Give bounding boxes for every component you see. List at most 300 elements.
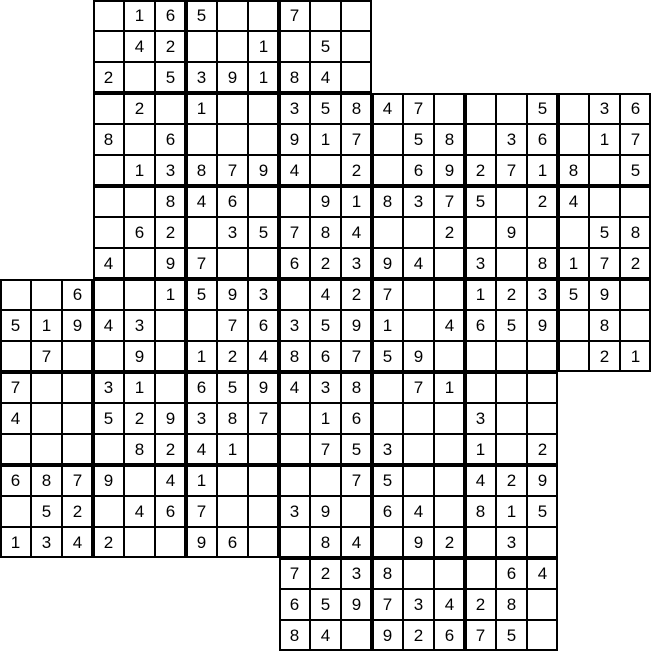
sudoku-cell-r8-c20[interactable]: 2 [620,248,651,279]
sudoku-cell-r11-c4[interactable]: 9 [124,341,155,372]
sudoku-cell-r0-c3[interactable] [93,0,124,31]
sudoku-cell-r12-c3[interactable]: 3 [93,372,124,403]
sudoku-cell-r10-c3[interactable]: 4 [93,310,124,341]
sudoku-cell-r8-c7[interactable] [217,248,248,279]
sudoku-cell-r4-c6[interactable] [186,124,217,155]
sudoku-cell-r8-c10[interactable]: 2 [310,248,341,279]
sudoku-cell-r5-c11[interactable]: 2 [341,155,372,186]
sudoku-cell-r14-c10[interactable]: 7 [310,434,341,465]
sudoku-cell-r7-c9[interactable]: 7 [279,217,310,248]
sudoku-cell-r8-c14[interactable] [434,248,465,279]
sudoku-cell-r11-c5[interactable] [155,341,186,372]
sudoku-cell-r1-c11[interactable] [341,31,372,62]
sudoku-cell-r14-c16[interactable] [496,434,527,465]
sudoku-cell-r11-c20[interactable]: 1 [620,341,651,372]
sudoku-cell-r15-c3[interactable]: 9 [93,465,124,496]
sudoku-cell-r13-c12[interactable] [372,403,403,434]
sudoku-cell-r16-c15[interactable]: 8 [465,496,496,527]
sudoku-cell-r10-c8[interactable]: 6 [248,310,279,341]
sudoku-cell-r11-c9[interactable]: 8 [279,341,310,372]
sudoku-cell-r5-c5[interactable]: 3 [155,155,186,186]
sudoku-cell-r8-c16[interactable] [496,248,527,279]
sudoku-cell-r19-c10[interactable]: 5 [310,589,341,620]
sudoku-cell-r1-c9[interactable] [279,31,310,62]
sudoku-cell-r15-c4[interactable] [124,465,155,496]
sudoku-cell-r6-c5[interactable]: 8 [155,186,186,217]
sudoku-cell-r0-c4[interactable]: 1 [124,0,155,31]
sudoku-cell-r15-c9[interactable] [279,465,310,496]
sudoku-cell-r6-c12[interactable]: 8 [372,186,403,217]
sudoku-cell-r3-c13[interactable]: 7 [403,93,434,124]
sudoku-cell-r19-c16[interactable]: 8 [496,589,527,620]
sudoku-cell-r14-c5[interactable]: 2 [155,434,186,465]
sudoku-cell-r19-c13[interactable]: 3 [403,589,434,620]
sudoku-cell-r6-c15[interactable]: 5 [465,186,496,217]
sudoku-cell-r12-c4[interactable]: 1 [124,372,155,403]
sudoku-cell-r20-c15[interactable]: 7 [465,620,496,651]
sudoku-cell-r13-c3[interactable]: 5 [93,403,124,434]
sudoku-cell-r16-c14[interactable] [434,496,465,527]
sudoku-cell-r9-c6[interactable]: 5 [186,279,217,310]
sudoku-cell-r10-c0[interactable]: 5 [0,310,31,341]
sudoku-cell-r17-c17[interactable] [527,527,558,558]
sudoku-cell-r18-c16[interactable]: 6 [496,558,527,589]
sudoku-cell-r4-c14[interactable]: 8 [434,124,465,155]
sudoku-cell-r13-c2[interactable] [62,403,93,434]
sudoku-cell-r9-c12[interactable]: 7 [372,279,403,310]
sudoku-cell-r9-c20[interactable] [620,279,651,310]
sudoku-cell-r14-c7[interactable]: 1 [217,434,248,465]
sudoku-cell-r9-c9[interactable] [279,279,310,310]
sudoku-cell-r16-c0[interactable] [0,496,31,527]
sudoku-cell-r6-c9[interactable] [279,186,310,217]
sudoku-cell-r20-c17[interactable] [527,620,558,651]
sudoku-cell-r10-c17[interactable]: 9 [527,310,558,341]
sudoku-cell-r9-c1[interactable] [31,279,62,310]
sudoku-cell-r6-c18[interactable]: 4 [558,186,589,217]
sudoku-cell-r17-c7[interactable]: 6 [217,527,248,558]
sudoku-cell-r8-c15[interactable]: 3 [465,248,496,279]
sudoku-cell-r7-c16[interactable]: 9 [496,217,527,248]
sudoku-cell-r10-c14[interactable]: 4 [434,310,465,341]
sudoku-cell-r14-c13[interactable] [403,434,434,465]
sudoku-cell-r13-c17[interactable] [527,403,558,434]
sudoku-cell-r4-c5[interactable]: 6 [155,124,186,155]
sudoku-cell-r15-c5[interactable]: 4 [155,465,186,496]
sudoku-cell-r3-c14[interactable] [434,93,465,124]
sudoku-cell-r19-c15[interactable]: 2 [465,589,496,620]
sudoku-cell-r14-c2[interactable] [62,434,93,465]
sudoku-cell-r13-c16[interactable] [496,403,527,434]
sudoku-cell-r11-c15[interactable] [465,341,496,372]
sudoku-cell-r20-c14[interactable]: 6 [434,620,465,651]
sudoku-cell-r3-c18[interactable] [558,93,589,124]
sudoku-cell-r16-c8[interactable] [248,496,279,527]
sudoku-cell-r3-c11[interactable]: 8 [341,93,372,124]
sudoku-cell-r8-c9[interactable]: 6 [279,248,310,279]
sudoku-cell-r15-c10[interactable] [310,465,341,496]
sudoku-cell-r11-c12[interactable]: 5 [372,341,403,372]
sudoku-cell-r16-c10[interactable]: 9 [310,496,341,527]
sudoku-cell-r10-c1[interactable]: 1 [31,310,62,341]
sudoku-cell-r6-c17[interactable]: 2 [527,186,558,217]
sudoku-cell-r12-c8[interactable]: 9 [248,372,279,403]
sudoku-cell-r5-c3[interactable] [93,155,124,186]
sudoku-cell-r12-c17[interactable] [527,372,558,403]
sudoku-cell-r0-c6[interactable]: 5 [186,0,217,31]
sudoku-cell-r11-c18[interactable] [558,341,589,372]
sudoku-cell-r12-c1[interactable] [31,372,62,403]
sudoku-cell-r17-c8[interactable] [248,527,279,558]
sudoku-cell-r5-c8[interactable]: 9 [248,155,279,186]
sudoku-cell-r7-c18[interactable] [558,217,589,248]
sudoku-cell-r14-c8[interactable] [248,434,279,465]
sudoku-cell-r3-c6[interactable]: 1 [186,93,217,124]
sudoku-cell-r9-c18[interactable]: 5 [558,279,589,310]
sudoku-cell-r10-c6[interactable] [186,310,217,341]
sudoku-cell-r4-c4[interactable] [124,124,155,155]
sudoku-cell-r13-c0[interactable]: 4 [0,403,31,434]
sudoku-cell-r12-c13[interactable]: 7 [403,372,434,403]
sudoku-cell-r4-c16[interactable]: 3 [496,124,527,155]
sudoku-cell-r12-c9[interactable]: 4 [279,372,310,403]
sudoku-cell-r17-c12[interactable] [372,527,403,558]
sudoku-cell-r9-c17[interactable]: 3 [527,279,558,310]
sudoku-cell-r9-c4[interactable] [124,279,155,310]
sudoku-cell-r16-c16[interactable]: 1 [496,496,527,527]
sudoku-cell-r17-c5[interactable] [155,527,186,558]
sudoku-cell-r7-c11[interactable]: 4 [341,217,372,248]
sudoku-cell-r5-c6[interactable]: 8 [186,155,217,186]
sudoku-cell-r0-c7[interactable] [217,0,248,31]
sudoku-cell-r3-c4[interactable]: 2 [124,93,155,124]
sudoku-cell-r1-c10[interactable]: 5 [310,31,341,62]
sudoku-cell-r11-c10[interactable]: 6 [310,341,341,372]
sudoku-cell-r4-c19[interactable]: 1 [589,124,620,155]
sudoku-cell-r5-c15[interactable]: 2 [465,155,496,186]
sudoku-cell-r13-c11[interactable]: 6 [341,403,372,434]
sudoku-cell-r20-c10[interactable]: 4 [310,620,341,651]
sudoku-cell-r12-c5[interactable] [155,372,186,403]
sudoku-cell-r20-c13[interactable]: 2 [403,620,434,651]
sudoku-cell-r19-c14[interactable]: 4 [434,589,465,620]
sudoku-cell-r3-c16[interactable] [496,93,527,124]
sudoku-cell-r16-c4[interactable]: 4 [124,496,155,527]
sudoku-cell-r4-c18[interactable] [558,124,589,155]
sudoku-cell-r7-c17[interactable] [527,217,558,248]
sudoku-cell-r8-c4[interactable] [124,248,155,279]
sudoku-cell-r16-c13[interactable]: 4 [403,496,434,527]
sudoku-cell-r9-c3[interactable] [93,279,124,310]
sudoku-cell-r15-c1[interactable]: 8 [31,465,62,496]
sudoku-cell-r16-c12[interactable]: 6 [372,496,403,527]
sudoku-cell-r15-c15[interactable]: 4 [465,465,496,496]
sudoku-cell-r5-c14[interactable]: 9 [434,155,465,186]
sudoku-cell-r8-c5[interactable]: 9 [155,248,186,279]
sudoku-cell-r3-c3[interactable] [93,93,124,124]
sudoku-cell-r9-c16[interactable]: 2 [496,279,527,310]
sudoku-cell-r6-c16[interactable] [496,186,527,217]
sudoku-cell-r2-c10[interactable]: 4 [310,62,341,93]
sudoku-cell-r15-c6[interactable]: 1 [186,465,217,496]
sudoku-cell-r14-c11[interactable]: 5 [341,434,372,465]
sudoku-cell-r12-c7[interactable]: 5 [217,372,248,403]
sudoku-cell-r3-c19[interactable]: 3 [589,93,620,124]
sudoku-cell-r7-c19[interactable]: 5 [589,217,620,248]
sudoku-cell-r12-c11[interactable]: 8 [341,372,372,403]
sudoku-cell-r18-c10[interactable]: 2 [310,558,341,589]
sudoku-cell-r11-c8[interactable]: 4 [248,341,279,372]
sudoku-cell-r7-c12[interactable] [372,217,403,248]
sudoku-cell-r17-c4[interactable] [124,527,155,558]
sudoku-cell-r0-c11[interactable] [341,0,372,31]
sudoku-cell-r8-c11[interactable]: 3 [341,248,372,279]
sudoku-cell-r13-c5[interactable]: 9 [155,403,186,434]
sudoku-cell-r17-c13[interactable]: 9 [403,527,434,558]
sudoku-cell-r8-c8[interactable] [248,248,279,279]
sudoku-cell-r6-c10[interactable]: 9 [310,186,341,217]
sudoku-cell-r20-c16[interactable]: 5 [496,620,527,651]
sudoku-cell-r4-c7[interactable] [217,124,248,155]
sudoku-cell-r4-c17[interactable]: 6 [527,124,558,155]
sudoku-cell-r9-c15[interactable]: 1 [465,279,496,310]
sudoku-cell-r9-c2[interactable]: 6 [62,279,93,310]
sudoku-cell-r12-c16[interactable] [496,372,527,403]
sudoku-cell-r11-c17[interactable] [527,341,558,372]
sudoku-cell-r0-c9[interactable]: 7 [279,0,310,31]
sudoku-cell-r9-c0[interactable] [0,279,31,310]
sudoku-cell-r14-c14[interactable] [434,434,465,465]
sudoku-cell-r9-c14[interactable] [434,279,465,310]
sudoku-cell-r16-c9[interactable]: 3 [279,496,310,527]
sudoku-cell-r1-c8[interactable]: 1 [248,31,279,62]
sudoku-cell-r16-c11[interactable] [341,496,372,527]
sudoku-cell-r7-c5[interactable]: 2 [155,217,186,248]
sudoku-cell-r6-c20[interactable] [620,186,651,217]
sudoku-cell-r5-c7[interactable]: 7 [217,155,248,186]
sudoku-cell-r3-c10[interactable]: 5 [310,93,341,124]
sudoku-cell-r11-c2[interactable] [62,341,93,372]
sudoku-cell-r18-c17[interactable]: 4 [527,558,558,589]
sudoku-cell-r15-c8[interactable] [248,465,279,496]
sudoku-cell-r5-c13[interactable]: 6 [403,155,434,186]
sudoku-cell-r20-c11[interactable] [341,620,372,651]
sudoku-cell-r2-c9[interactable]: 8 [279,62,310,93]
sudoku-cell-r1-c5[interactable]: 2 [155,31,186,62]
sudoku-cell-r15-c2[interactable]: 7 [62,465,93,496]
sudoku-cell-r10-c2[interactable]: 9 [62,310,93,341]
sudoku-cell-r16-c17[interactable]: 5 [527,496,558,527]
sudoku-cell-r19-c11[interactable]: 9 [341,589,372,620]
sudoku-cell-r8-c12[interactable]: 9 [372,248,403,279]
sudoku-cell-r9-c10[interactable]: 4 [310,279,341,310]
sudoku-cell-r4-c11[interactable]: 7 [341,124,372,155]
sudoku-cell-r7-c14[interactable]: 2 [434,217,465,248]
sudoku-cell-r2-c4[interactable] [124,62,155,93]
sudoku-cell-r20-c12[interactable]: 9 [372,620,403,651]
sudoku-cell-r12-c6[interactable]: 6 [186,372,217,403]
sudoku-cell-r10-c18[interactable] [558,310,589,341]
sudoku-cell-r6-c7[interactable]: 6 [217,186,248,217]
sudoku-cell-r11-c7[interactable]: 2 [217,341,248,372]
sudoku-cell-r2-c7[interactable]: 9 [217,62,248,93]
sudoku-cell-r6-c3[interactable] [93,186,124,217]
sudoku-cell-r4-c13[interactable]: 5 [403,124,434,155]
sudoku-cell-r1-c3[interactable] [93,31,124,62]
sudoku-cell-r6-c19[interactable] [589,186,620,217]
sudoku-cell-r9-c11[interactable]: 2 [341,279,372,310]
sudoku-cell-r3-c15[interactable] [465,93,496,124]
sudoku-cell-r18-c15[interactable] [465,558,496,589]
sudoku-cell-r16-c2[interactable]: 2 [62,496,93,527]
sudoku-cell-r1-c6[interactable] [186,31,217,62]
sudoku-cell-r18-c11[interactable]: 3 [341,558,372,589]
sudoku-cell-r16-c7[interactable] [217,496,248,527]
sudoku-cell-r12-c0[interactable]: 7 [0,372,31,403]
sudoku-cell-r7-c13[interactable] [403,217,434,248]
sudoku-cell-r17-c6[interactable]: 9 [186,527,217,558]
sudoku-cell-r7-c15[interactable] [465,217,496,248]
sudoku-cell-r16-c1[interactable]: 5 [31,496,62,527]
sudoku-cell-r12-c15[interactable] [465,372,496,403]
sudoku-cell-r10-c10[interactable]: 5 [310,310,341,341]
sudoku-cell-r17-c3[interactable]: 2 [93,527,124,558]
sudoku-cell-r6-c6[interactable]: 4 [186,186,217,217]
sudoku-cell-r11-c14[interactable] [434,341,465,372]
sudoku-cell-r8-c13[interactable]: 4 [403,248,434,279]
sudoku-cell-r10-c15[interactable]: 6 [465,310,496,341]
sudoku-cell-r19-c12[interactable]: 7 [372,589,403,620]
sudoku-cell-r5-c16[interactable]: 7 [496,155,527,186]
sudoku-cell-r15-c11[interactable]: 7 [341,465,372,496]
sudoku-cell-r2-c8[interactable]: 1 [248,62,279,93]
sudoku-cell-r17-c14[interactable]: 2 [434,527,465,558]
sudoku-cell-r7-c3[interactable] [93,217,124,248]
sudoku-cell-r11-c6[interactable]: 1 [186,341,217,372]
sudoku-cell-r10-c19[interactable]: 8 [589,310,620,341]
sudoku-cell-r10-c11[interactable]: 9 [341,310,372,341]
sudoku-cell-r5-c17[interactable]: 1 [527,155,558,186]
sudoku-cell-r4-c9[interactable]: 9 [279,124,310,155]
sudoku-cell-r16-c6[interactable]: 7 [186,496,217,527]
sudoku-cell-r4-c15[interactable] [465,124,496,155]
sudoku-cell-r17-c9[interactable] [279,527,310,558]
sudoku-cell-r4-c3[interactable]: 8 [93,124,124,155]
sudoku-cell-r17-c15[interactable] [465,527,496,558]
sudoku-cell-r5-c18[interactable]: 8 [558,155,589,186]
sudoku-cell-r12-c14[interactable]: 1 [434,372,465,403]
sudoku-cell-r11-c13[interactable]: 9 [403,341,434,372]
sudoku-cell-r5-c10[interactable] [310,155,341,186]
sudoku-cell-r2-c5[interactable]: 5 [155,62,186,93]
sudoku-cell-r3-c8[interactable] [248,93,279,124]
sudoku-cell-r16-c5[interactable]: 6 [155,496,186,527]
sudoku-cell-r7-c4[interactable]: 6 [124,217,155,248]
sudoku-cell-r6-c13[interactable]: 3 [403,186,434,217]
sudoku-cell-r14-c0[interactable] [0,434,31,465]
sudoku-cell-r14-c4[interactable]: 8 [124,434,155,465]
sudoku-cell-r6-c14[interactable]: 7 [434,186,465,217]
sudoku-cell-r13-c15[interactable]: 3 [465,403,496,434]
sudoku-cell-r14-c17[interactable]: 2 [527,434,558,465]
sudoku-cell-r18-c13[interactable] [403,558,434,589]
sudoku-cell-r20-c9[interactable]: 8 [279,620,310,651]
sudoku-cell-r10-c5[interactable] [155,310,186,341]
sudoku-cell-r13-c7[interactable]: 8 [217,403,248,434]
sudoku-cell-r12-c12[interactable] [372,372,403,403]
sudoku-cell-r2-c3[interactable]: 2 [93,62,124,93]
sudoku-cell-r8-c6[interactable]: 7 [186,248,217,279]
sudoku-cell-r6-c4[interactable] [124,186,155,217]
sudoku-cell-r19-c17[interactable] [527,589,558,620]
sudoku-cell-r7-c8[interactable]: 5 [248,217,279,248]
sudoku-cell-r14-c1[interactable] [31,434,62,465]
sudoku-cell-r9-c8[interactable]: 3 [248,279,279,310]
sudoku-cell-r13-c14[interactable] [434,403,465,434]
sudoku-cell-r14-c3[interactable] [93,434,124,465]
sudoku-cell-r7-c20[interactable]: 8 [620,217,651,248]
sudoku-cell-r5-c4[interactable]: 1 [124,155,155,186]
sudoku-cell-r6-c11[interactable]: 1 [341,186,372,217]
sudoku-cell-r12-c10[interactable]: 3 [310,372,341,403]
sudoku-cell-r2-c6[interactable]: 3 [186,62,217,93]
sudoku-cell-r17-c10[interactable]: 8 [310,527,341,558]
sudoku-cell-r5-c9[interactable]: 4 [279,155,310,186]
sudoku-cell-r11-c1[interactable]: 7 [31,341,62,372]
sudoku-cell-r1-c7[interactable] [217,31,248,62]
sudoku-cell-r2-c11[interactable] [341,62,372,93]
sudoku-cell-r9-c7[interactable]: 9 [217,279,248,310]
sudoku-cell-r9-c13[interactable] [403,279,434,310]
sudoku-cell-r9-c5[interactable]: 1 [155,279,186,310]
sudoku-cell-r8-c19[interactable]: 7 [589,248,620,279]
sudoku-cell-r3-c12[interactable]: 4 [372,93,403,124]
sudoku-cell-r8-c17[interactable]: 8 [527,248,558,279]
sudoku-cell-r14-c9[interactable] [279,434,310,465]
sudoku-cell-r10-c9[interactable]: 3 [279,310,310,341]
sudoku-cell-r3-c20[interactable]: 6 [620,93,651,124]
sudoku-cell-r11-c0[interactable] [0,341,31,372]
sudoku-cell-r4-c20[interactable]: 7 [620,124,651,155]
sudoku-cell-r4-c10[interactable]: 1 [310,124,341,155]
sudoku-cell-r15-c7[interactable] [217,465,248,496]
sudoku-cell-r16-c3[interactable] [93,496,124,527]
sudoku-cell-r3-c7[interactable] [217,93,248,124]
sudoku-cell-r6-c8[interactable] [248,186,279,217]
sudoku-cell-r7-c6[interactable] [186,217,217,248]
sudoku-cell-r14-c6[interactable]: 4 [186,434,217,465]
sudoku-cell-r12-c2[interactable] [62,372,93,403]
sudoku-cell-r17-c1[interactable]: 3 [31,527,62,558]
sudoku-cell-r10-c16[interactable]: 5 [496,310,527,341]
sudoku-cell-r15-c12[interactable]: 5 [372,465,403,496]
sudoku-cell-r17-c16[interactable]: 3 [496,527,527,558]
sudoku-cell-r3-c9[interactable]: 3 [279,93,310,124]
sudoku-cell-r0-c10[interactable] [310,0,341,31]
sudoku-cell-r5-c20[interactable]: 5 [620,155,651,186]
sudoku-cell-r7-c10[interactable]: 8 [310,217,341,248]
sudoku-cell-r13-c8[interactable]: 7 [248,403,279,434]
sudoku-cell-r10-c12[interactable]: 1 [372,310,403,341]
sudoku-cell-r10-c4[interactable]: 3 [124,310,155,341]
sudoku-cell-r11-c11[interactable]: 7 [341,341,372,372]
sudoku-cell-r9-c19[interactable]: 9 [589,279,620,310]
sudoku-cell-r11-c19[interactable]: 2 [589,341,620,372]
sudoku-cell-r8-c3[interactable]: 4 [93,248,124,279]
sudoku-cell-r17-c2[interactable]: 4 [62,527,93,558]
sudoku-cell-r13-c4[interactable]: 2 [124,403,155,434]
sudoku-cell-r3-c17[interactable]: 5 [527,93,558,124]
